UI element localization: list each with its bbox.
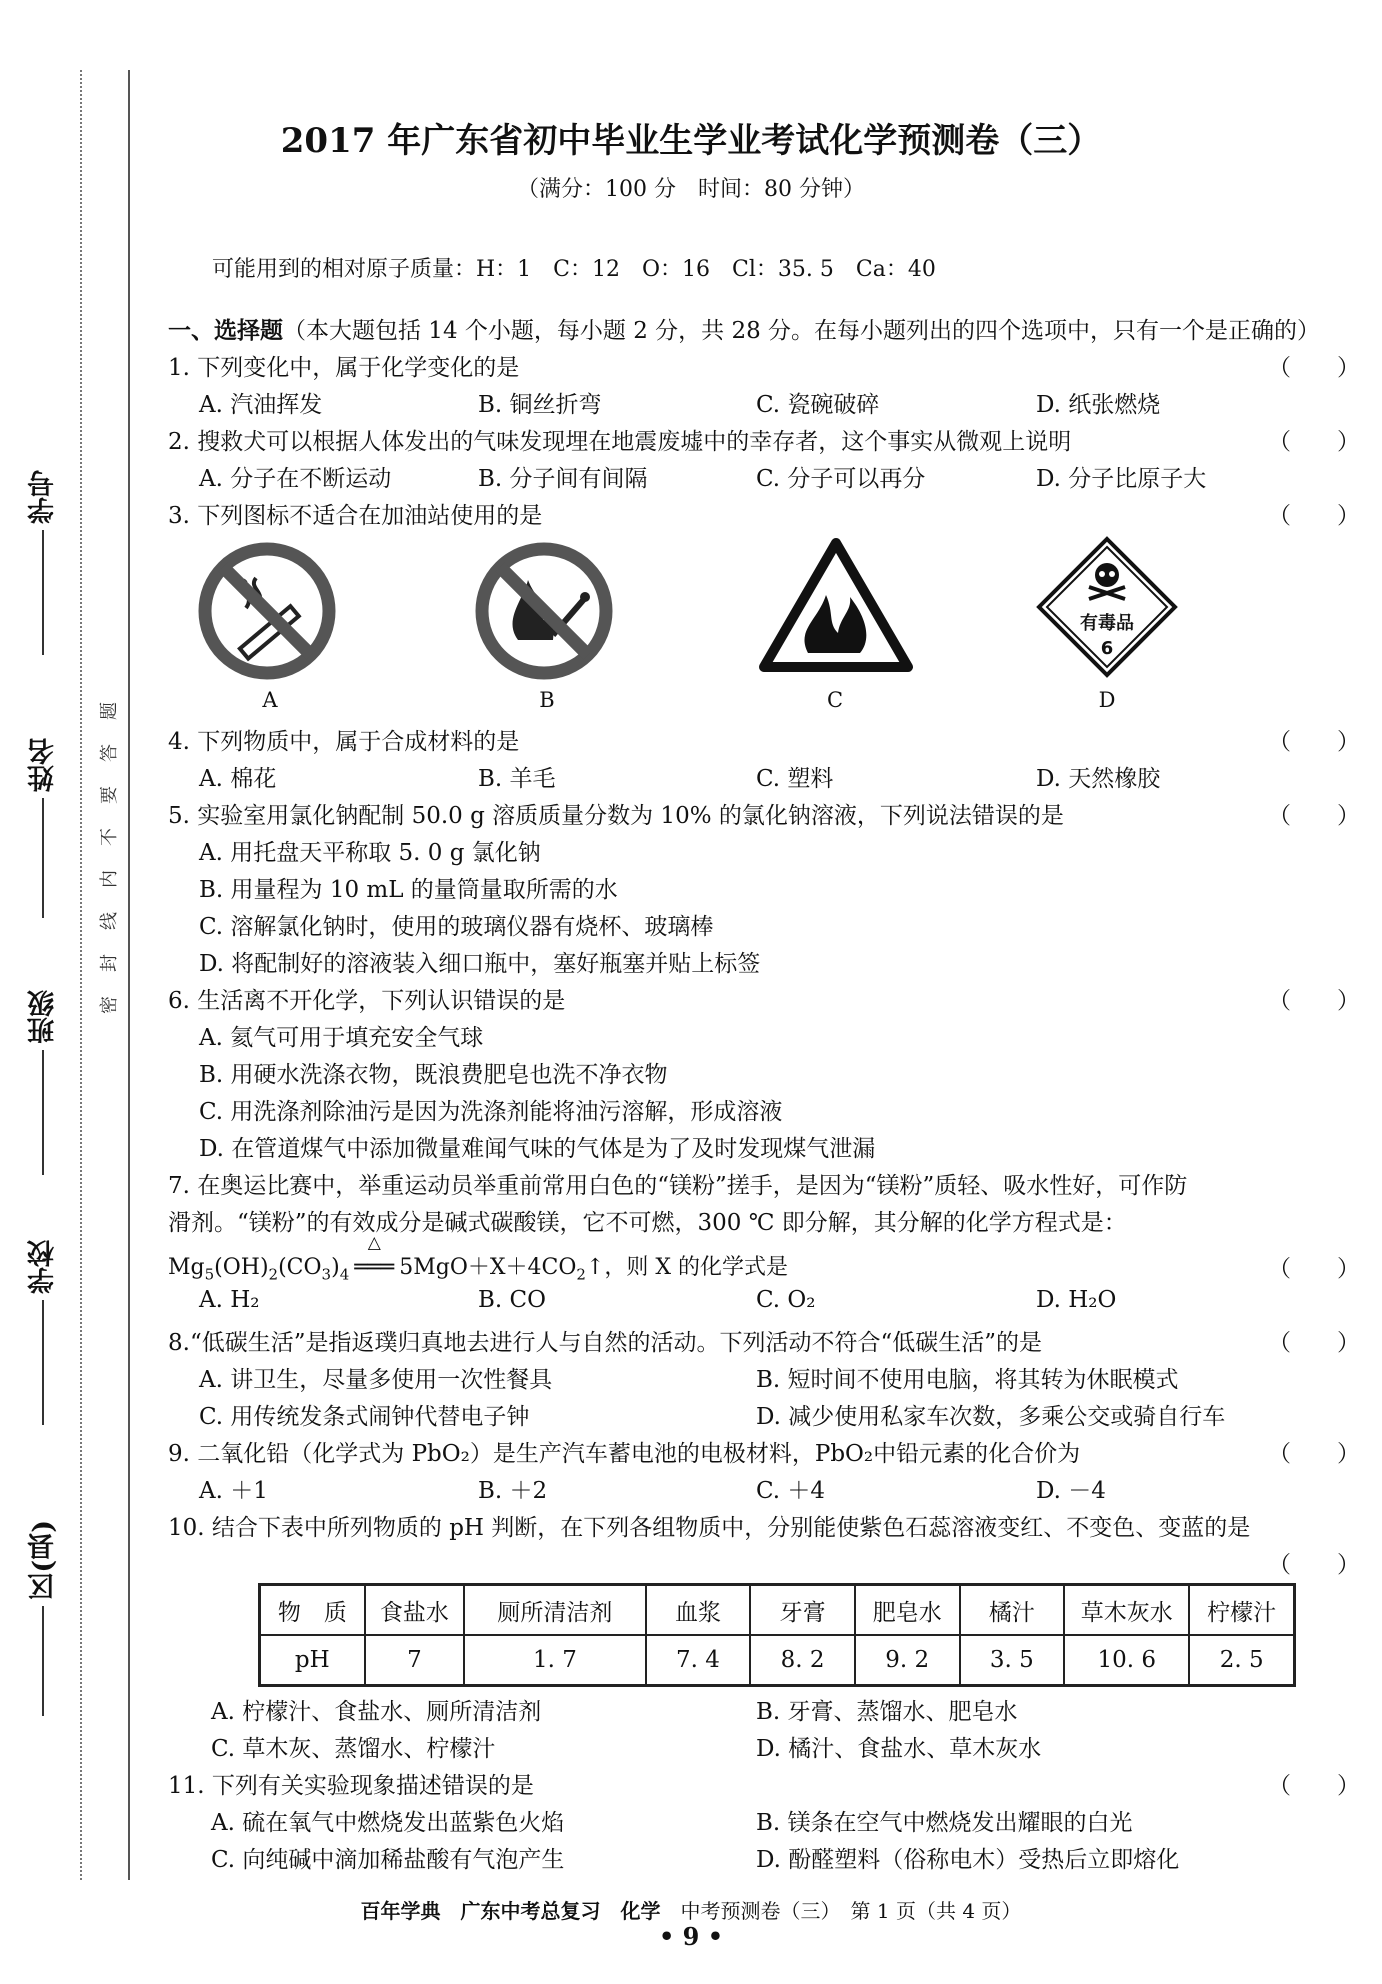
option-6c: C. 用洗涤剂除油污是因为洗涤剂能将油污溶解，形成溶液 (199, 1099, 783, 1125)
no-smoking-icon (196, 540, 338, 682)
option-7b: B. CO (478, 1287, 546, 1313)
question-7-equation: $Mg_5(OH)_2(CO_3)_4$ △ ═══ $5MgO+X+4CO_2↑$，则 X 的化学式是 (168, 1233, 789, 1284)
option-5b: B. 用量程为 10 mL 的量筒量取所需的水 (199, 877, 618, 903)
district-field[interactable] (18, 1520, 68, 1716)
table-cell: 食盐水 (365, 1585, 464, 1636)
question-3: 3. 下列图标不适合在加油站使用的是 (168, 503, 543, 529)
table-cell: 8. 2 (750, 1635, 855, 1686)
option-1a: A. 汽油挥发 (199, 392, 323, 418)
answer-blank-7[interactable]: （ ） (1268, 1256, 1360, 1282)
option-4a: A. 棉花 (199, 766, 277, 792)
option-2a: A. 分子在不断运动 (199, 466, 392, 492)
option-4c: C. 塑料 (756, 766, 834, 792)
no-answer-notice: 题 答 要 不 内 线 封 密 (99, 702, 120, 1014)
name-field[interactable] (18, 738, 68, 918)
binding-dotted-line (80, 70, 82, 1880)
option-2d: D. 分子比原子大 (1036, 466, 1207, 492)
table-cell: 草木灰水 (1064, 1585, 1189, 1636)
toxic-sign-icon (1035, 535, 1179, 679)
section-heading: 一、选择题（本大题包括 14 个小题，每小题 2 分，共 28 分。在每小题列出的四个选项中，只有一个是正确的） (168, 317, 1321, 344)
table-cell: 7. 4 (646, 1635, 751, 1686)
page-footer (0, 1895, 1382, 1924)
option-8a: A. 讲卫生，尽量多使用一次性餐具 (199, 1367, 553, 1393)
option-5a: A. 用托盘天平称取 5. 0 g 氯化钠 (199, 840, 541, 866)
table-cell: 2. 5 (1189, 1635, 1294, 1686)
option-6a: A. 氦气可用于填充安全气球 (199, 1025, 484, 1051)
flammable-warning-icon (756, 535, 916, 675)
answer-blank-8[interactable]: （ ） (1268, 1330, 1360, 1356)
option-11c: C. 向纯碱中滴加稀盐酸有气泡产生 (211, 1847, 565, 1873)
school-label: 学校 (27, 1240, 59, 1294)
option-1c: C. 瓷碗破碎 (756, 392, 880, 418)
question-8: 8.“低碳生活”是指返璞归真地去进行人与自然的活动。下列活动不符合“低碳生活”的是 (168, 1330, 1042, 1356)
student-id-label: 学号 (27, 470, 59, 524)
footer-page-info: 中考预测卷（三） 第 1 页（共 4 页） (680, 1899, 1022, 1923)
table-cell: 牙膏 (750, 1585, 855, 1636)
page-number: • 9 • (658, 1922, 724, 1951)
icon-label-a: A (262, 688, 278, 712)
answer-blank-3[interactable]: （ ） (1268, 503, 1360, 529)
option-10b: B. 牙膏、蒸馏水、肥皂水 (756, 1699, 1018, 1725)
option-4b: B. 羊毛 (478, 766, 556, 792)
option-9c: C. ＋4 (756, 1478, 826, 1504)
table-cell: 3. 5 (960, 1635, 1065, 1686)
table-cell: 橘汁 (960, 1585, 1065, 1636)
option-8d: D. 减少使用私家车次数，多乘公交或骑自行车 (756, 1404, 1226, 1430)
question-7-line2: 滑剂。“镁粉”的有效成分是碱式碳酸镁，它不可燃，300 ℃ 即分解，其分解的化学方程式是： (168, 1210, 1127, 1236)
icon-label-d: D (1098, 688, 1116, 712)
option-10a: A. 柠檬汁、食盐水、厕所清洁剂 (211, 1699, 542, 1725)
question-11: 11. 下列有关实验现象描述错误的是 (168, 1773, 534, 1799)
option-1b: B. 铜丝折弯 (478, 392, 602, 418)
question-9: 9. 二氧化铅（化学式为 PbO₂）是生产汽车蓄电池的电极材料，PbO₂中铅元素的化合价为 (168, 1441, 1081, 1467)
option-1d: D. 纸张燃烧 (1036, 392, 1161, 418)
answer-blank-2[interactable]: （ ） (1268, 429, 1360, 455)
name-label: 姓名 (27, 738, 59, 792)
option-11a: A. 硫在氧气中燃烧发出蓝紫色火焰 (211, 1810, 565, 1836)
table-cell: 厕所清洁剂 (464, 1585, 646, 1636)
table-cell: 7 (365, 1635, 464, 1686)
answer-blank-6[interactable]: （ ） (1268, 988, 1360, 1014)
page-subtitle: （满分：100 分 时间：80 分钟） (517, 177, 865, 202)
table-cell: 血浆 (646, 1585, 751, 1636)
option-11b: B. 镁条在空气中燃烧发出耀眼的白光 (756, 1810, 1133, 1836)
question-10: 10. 结合下表中所列物质的 pH 判断，在下列各组物质中，分别能使紫色石蕊溶液变红、不变色、变蓝的是 (168, 1515, 1251, 1541)
table-cell: 9. 2 (855, 1635, 960, 1686)
table-cell: pH (260, 1635, 365, 1686)
option-5c: C. 溶解氯化钠时，使用的玻璃仪器有烧杯、玻璃棒 (199, 914, 714, 940)
table-cell: 10. 6 (1064, 1635, 1189, 1686)
question-6: 6. 生活离不开化学，下列认识错误的是 (168, 988, 566, 1014)
option-7c: C. O₂ (756, 1287, 816, 1313)
answer-blank-11[interactable]: （ ） (1268, 1773, 1360, 1799)
class-label: 班级 (27, 990, 59, 1044)
student-id-field[interactable] (18, 470, 68, 655)
option-7d: D. H₂O (1036, 1287, 1117, 1313)
school-field[interactable] (18, 1240, 68, 1425)
option-6d: D. 在管道煤气中添加微量难闻气味的气体是为了及时发现煤气泄漏 (199, 1136, 876, 1162)
answer-blank-9[interactable]: （ ） (1268, 1441, 1360, 1467)
table-header-row (260, 1585, 1295, 1636)
footer-book-title: 百年学典 广东中考总复习 化学 (360, 1899, 661, 1923)
question-2: 2. 搜救犬可以根据人体发出的气味发现埋在地震废墟中的幸存者，这个事实从微观上说明 (168, 429, 1072, 455)
option-8c: C. 用传统发条式闹钟代替电子钟 (199, 1404, 530, 1430)
option-9d: D. －4 (1036, 1478, 1106, 1504)
option-5d: D. 将配制好的溶液装入细口瓶中，塞好瓶塞并贴上标签 (199, 951, 761, 977)
option-2c: C. 分子可以再分 (756, 466, 926, 492)
question-5: 5. 实验室用氯化钠配制 50.0 g 溶质质量分数为 10% 的氯化钠溶液，下列说法错误的是 (168, 803, 1064, 829)
table-cell: 肥皂水 (855, 1585, 960, 1636)
table-cell: 柠檬汁 (1189, 1585, 1294, 1636)
toxic-label: 有毒品 (1080, 613, 1134, 634)
answer-blank-1[interactable]: （ ） (1268, 355, 1360, 381)
no-fire-icon (473, 540, 615, 682)
option-8b: B. 短时间不使用电脑，将其转为休眠模式 (756, 1367, 1179, 1393)
question-7-line1: 7. 在奥运比赛中，举重运动员举重前常用白色的“镁粉”搓手，是因为“镁粉”质轻、吸水性好，可作防 (168, 1173, 1188, 1199)
icon-label-b: B (539, 688, 555, 712)
table-cell: 1. 7 (464, 1635, 646, 1686)
option-4d: D. 天然橡胶 (1036, 766, 1161, 792)
icon-label-c: C (826, 688, 844, 712)
option-7a: A. H₂ (199, 1287, 260, 1313)
option-10c: C. 草木灰、蒸馏水、柠檬汁 (211, 1736, 496, 1762)
question-4: 4. 下列物质中，属于合成材料的是 (168, 729, 520, 755)
answer-blank-10[interactable]: （ ） (1268, 1552, 1360, 1578)
answer-blank-4[interactable]: （ ） (1268, 729, 1360, 755)
answer-blank-5[interactable]: （ ） (1268, 803, 1360, 829)
district-label: 区(县) (27, 1520, 59, 1600)
option-11d: D. 酚醛塑料（俗称电木）受热后立即熔化 (756, 1847, 1180, 1873)
option-10d: D. 橘汁、食盐水、草木灰水 (756, 1736, 1042, 1762)
ph-table (258, 1583, 1296, 1687)
option-9a: A. ＋1 (199, 1478, 268, 1504)
atomic-masses: 可能用到的相对原子质量：H：1 C：12 O：16 Cl：35. 5 Ca：40 (212, 257, 936, 282)
class-field[interactable] (18, 990, 68, 1175)
option-2b: B. 分子间有间隔 (478, 466, 648, 492)
table-cell: 物 质 (260, 1585, 365, 1636)
question-1: 1. 下列变化中，属于化学变化的是 (168, 355, 520, 381)
toxic-class-number: 6 (1100, 638, 1114, 659)
table-row (260, 1635, 1295, 1686)
option-6b: B. 用硬水洗涤衣物，既浪费肥皂也洗不净衣物 (199, 1062, 668, 1088)
option-9b: B. ＋2 (478, 1478, 548, 1504)
page-title: 2017 年广东省初中毕业生学业考试化学预测卷（三） (280, 121, 1102, 161)
